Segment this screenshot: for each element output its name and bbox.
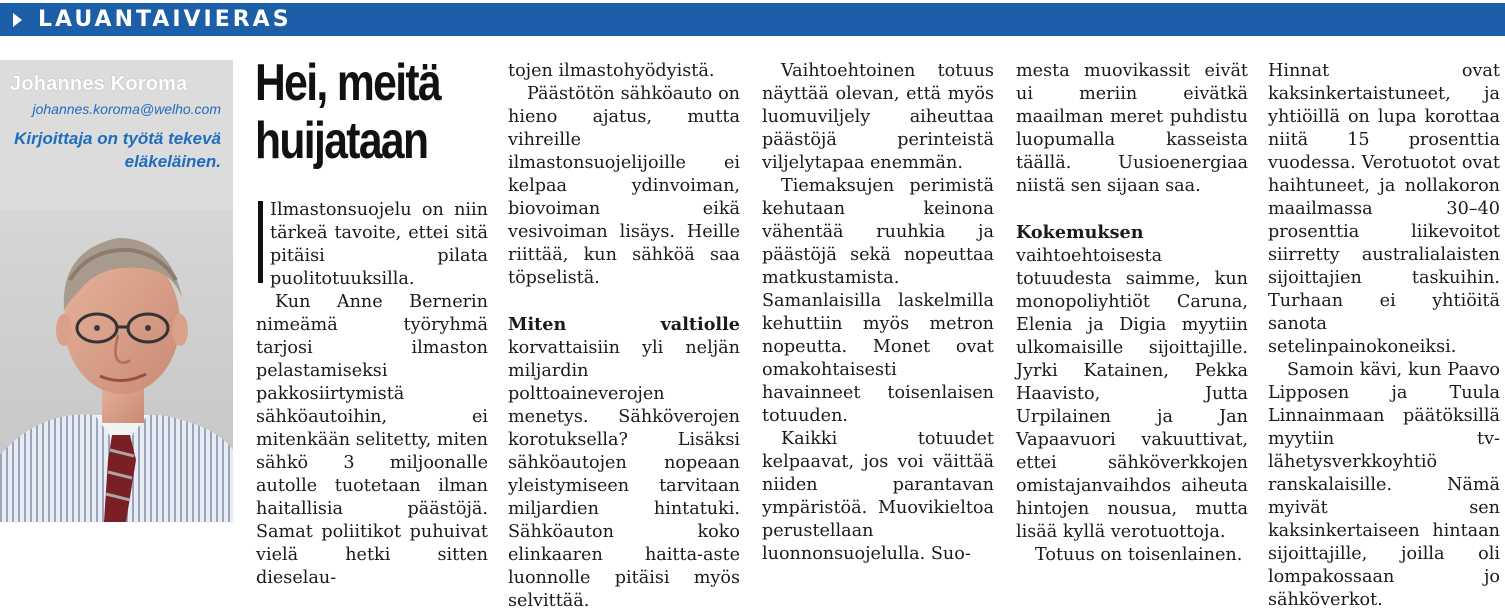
headline: Hei, meitä huijataan	[255, 54, 441, 170]
body-paragraph: tojen ilmastohyödyistä.	[508, 61, 715, 81]
body-paragraph: Samoin kävi, kun Paavo Lipposen ja Tuula Linnainmaan päätöksillä myytiin tv-lähetysverkkoyhtiö ranskalaisille. Nämä myivät sen kaksinkertaiseen hintaan sijoittajille, joilla oli lompakossaan jo sähköverkot.	[1268, 360, 1500, 610]
author-email[interactable]: johannes.koroma@welho.com	[32, 101, 221, 117]
body-paragraph: mesta muovikassit eivät ui meriin eivätkä maailman meret puhdistu luopumalla kasseista täällä. Uusioenergiaa niistä sen sijaan saa.	[1016, 61, 1248, 196]
paragraph-lead-in: Miten valtiolle	[508, 314, 740, 335]
body-paragraph: Päästötön sähköauto on hieno ajatus, mutta vihreille ilmastonsuojelijoille ei kelpaa ydinvoiman, biovoiman eikä vesivoiman lisäys. Heille riittää, kun sähköä saa töpselistä.	[508, 84, 740, 288]
article-column-5	[1268, 60, 1500, 612]
article-column-4	[1016, 60, 1248, 567]
author-photo	[0, 210, 233, 522]
paragraph-lead-in: Kokemuksen	[1016, 222, 1144, 243]
body-paragraph: Hinnat ovat kaksinkertaistuneet, ja yhtiöillä on lupa korottaa niitä 15 prosenttia vuodessa. Verotuotot ovat haihtuneet, ja nollakoron maailmassa 30–40 prosenttia liikevoitot siirretty australialaisten sijoittajien taskuihin. Turhaan ei yhtiöitä sanota setelinpainokoneiksi.	[1268, 61, 1500, 357]
article-column-1	[256, 199, 488, 590]
body-paragraph	[1016, 221, 1248, 544]
section-title: LAUANTAIVIERAS	[38, 7, 292, 32]
article-column-2	[508, 60, 740, 613]
body-paragraph: Tiemaksujen perimistä kehutaan keinona vähentää ruuhkia ja päästöjä sekä nopeuttaa matkustamista. Samanlaisilla laskelmilla kehuttiin myös metron nopeutta. Monet ovat omakohtaisesti havainneet toisenlaisen totuuden.	[762, 176, 994, 426]
lead-paragraph: Ilmastonsuojelu on niin tärkeä tavoite, ettei sitä pitäisi pilata puolitotuuksilla.	[270, 200, 488, 289]
article-column-3	[762, 60, 994, 566]
body-paragraph: Vaihtoehtoinen totuus näyttää olevan, että myös luomuviljely aiheuttaa päästöjä perinteistä viljelytapaa enemmän.	[762, 61, 994, 173]
paragraph-text: korvattaisiin yli neljän miljardin polttoaineverojen menetys. Sähköverojen korotuksella? Lisäksi sähköautojen nopeaan yleistymiseen tarvitaan miljardien hintatuki. Sähköauton koko elinkaaren haitta-aste luonnolle pitäisi myös selvittää.	[508, 338, 740, 611]
body-paragraph: Kaikki totuudet kelpaavat, jos voi väittää niiden parantavan ympäristöä. Muovikieltoa perustellaan luonnonsuojelulla. Suo-	[762, 429, 994, 564]
section-banner	[0, 3, 1505, 36]
author-sidebar	[0, 60, 233, 522]
author-name: Johannes Koroma	[10, 73, 188, 95]
triangle-right-icon	[13, 13, 22, 27]
body-paragraph: Kun Anne Bernerin nimeämä työryhmä tarjosi ilmaston pelastamiseksi pakkosiirtymistä sähköautoihin, ei mitenkään selitetty, miten sähkö 3 miljoonalle autolle tuotetaan ilman haitallisia päästöjä. Samat poliitikot puhuivat vielä hetki sitten dieselau-	[256, 292, 488, 588]
author-bio: Kirjoittaja on työtä tekevä eläkeläinen.	[14, 129, 221, 171]
paragraph-text: vaihtoehtoisesta totuudesta saimme, kun monopoliyhtiöt Caruna, Elenia ja Digia myytiin ulkomaisille sijoittajille. Jyrki Katainen, Pekka Haavisto, Jutta Urpilainen ja Jan Vapaavuori vakuuttivat, ettei sähköverkkojen omistajanvaihdos aiheuta hintojen nousua, mutta lisää kyllä verotuottoja.	[1016, 246, 1248, 542]
body-paragraph: Totuus on toisenlainen.	[1035, 545, 1243, 565]
body-paragraph	[508, 313, 740, 613]
